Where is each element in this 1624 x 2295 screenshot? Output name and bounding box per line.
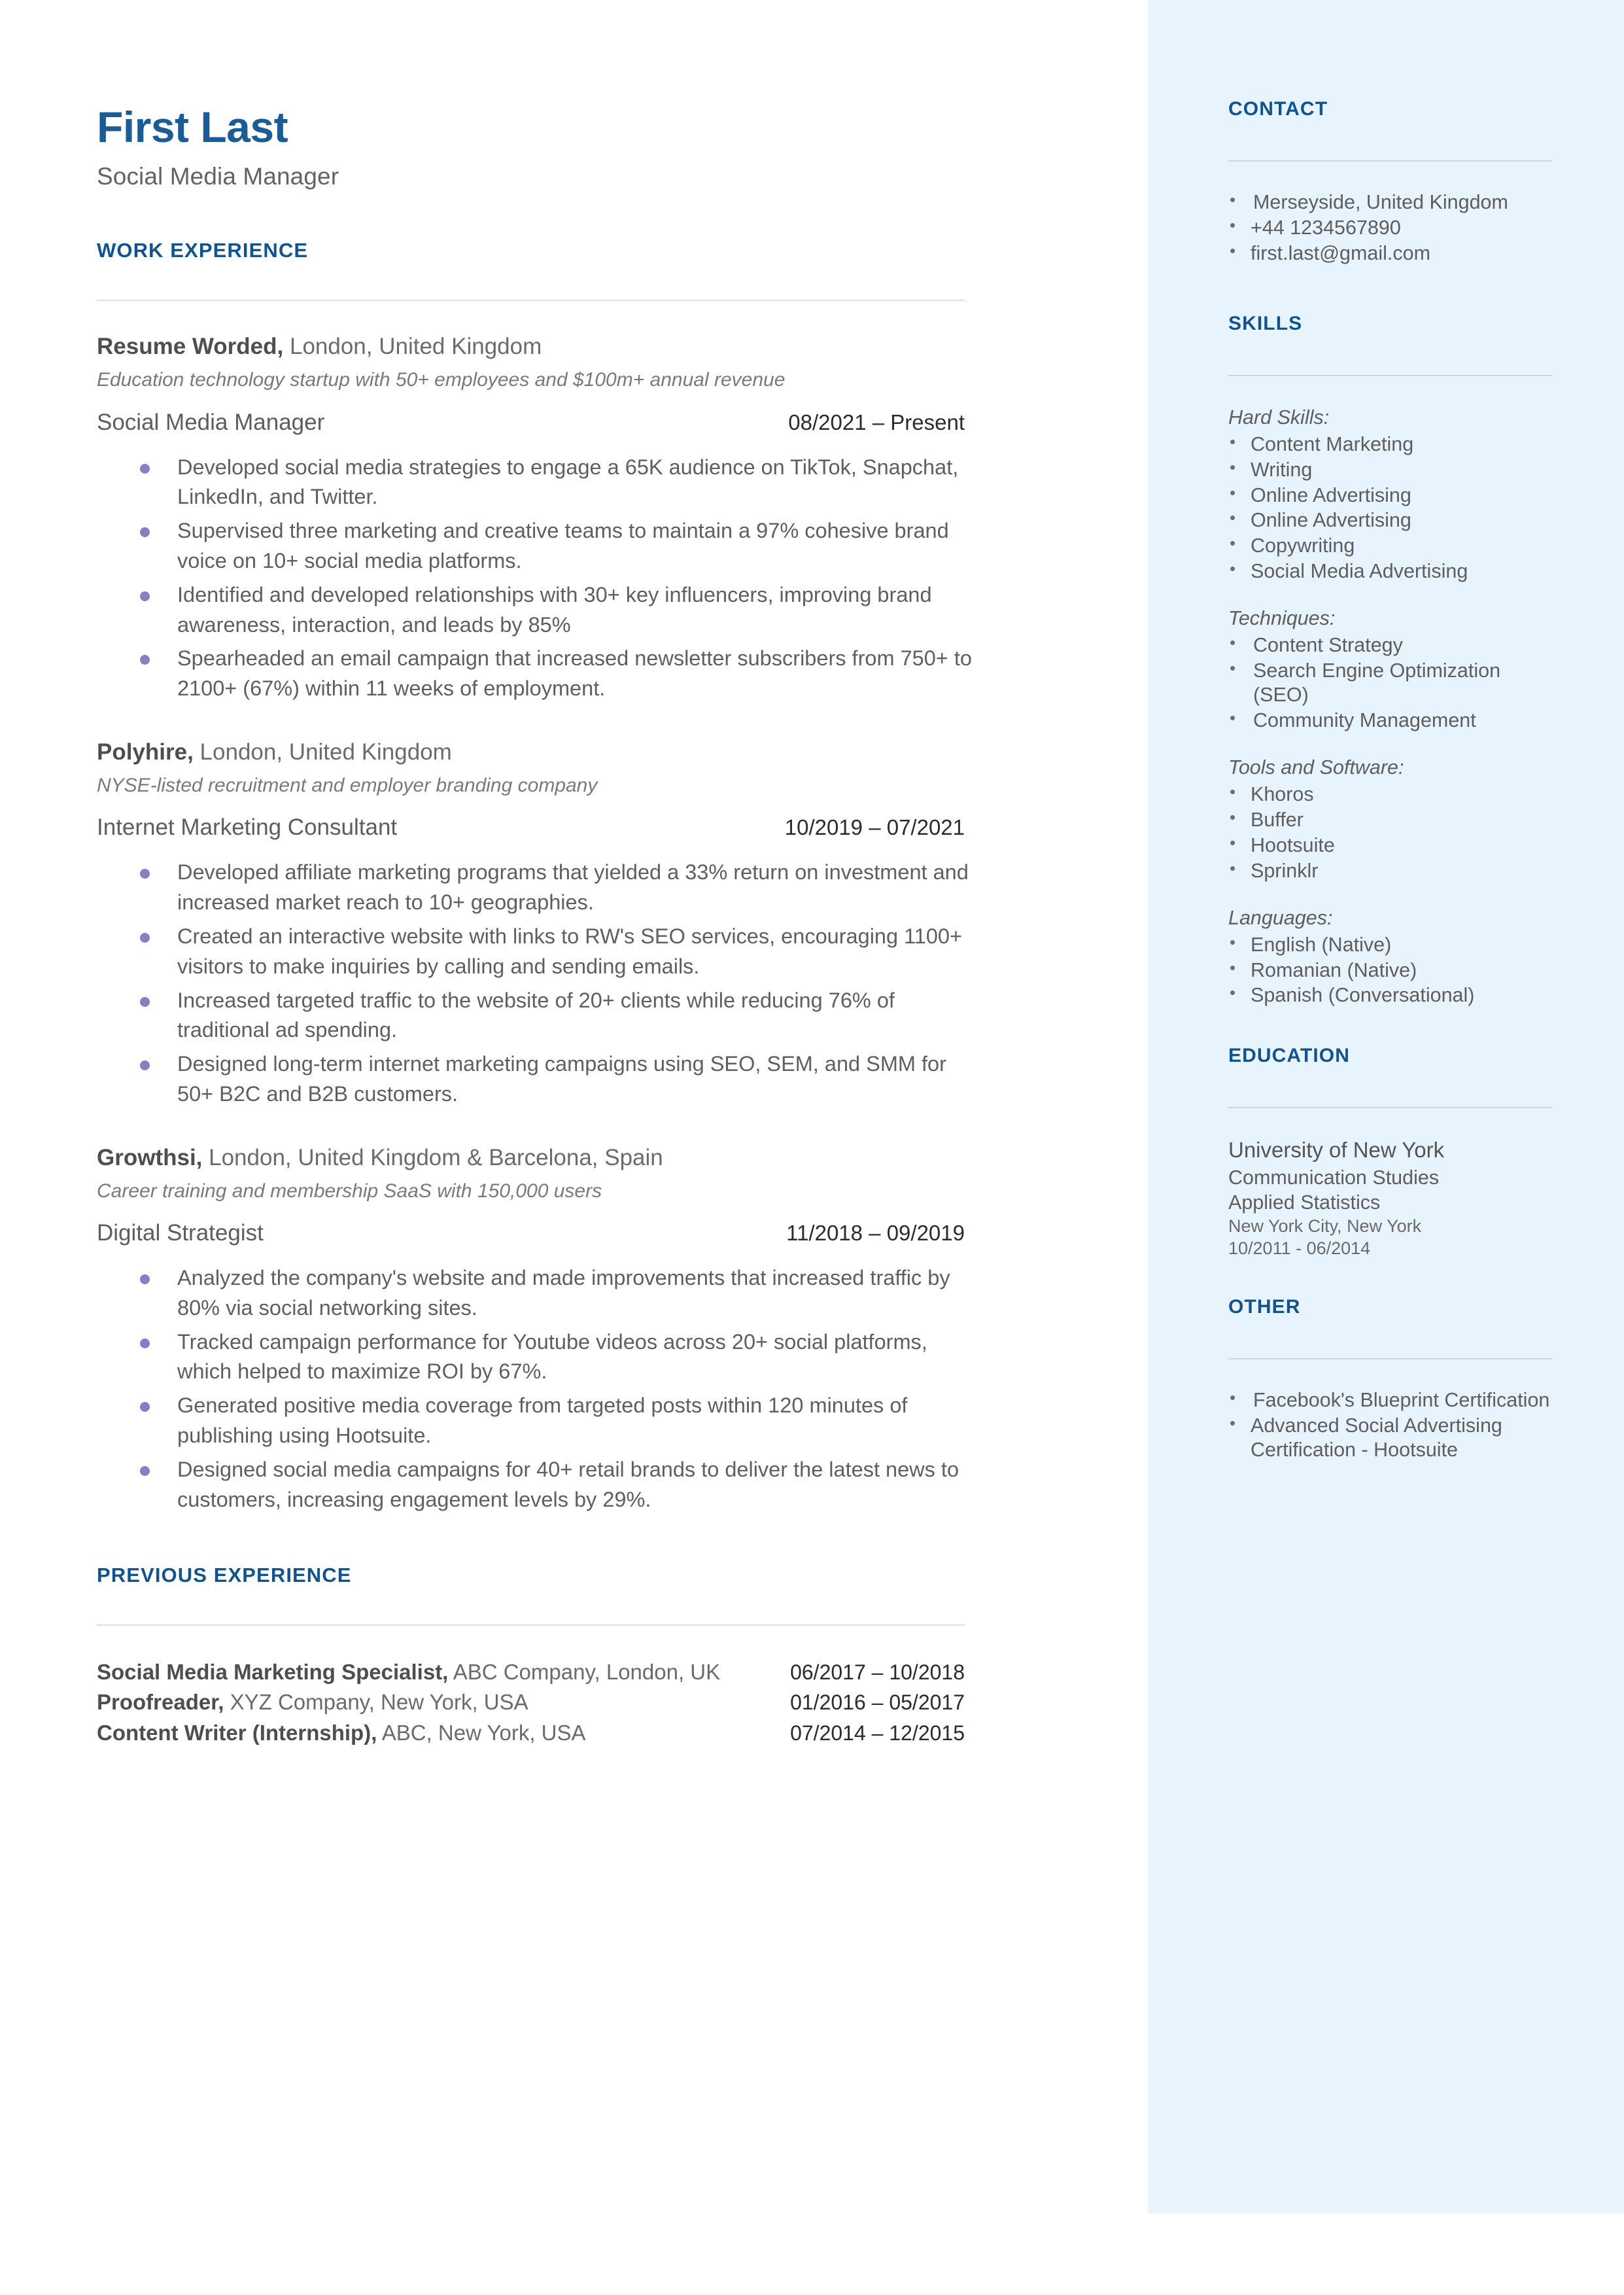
job-entry bbox=[97, 738, 1117, 1110]
job-bullet: Analyzed the company's website and made improvements that increased traffic by 80% via social networking sites. bbox=[136, 1263, 976, 1323]
skill-item: • Khoros bbox=[1228, 782, 1552, 807]
company-name: Polyhire, bbox=[97, 739, 194, 765]
skills-heading: SKILLS bbox=[1228, 312, 1303, 334]
certification-item: • Facebook's Blueprint Certification bbox=[1228, 1388, 1552, 1412]
skill-item: • Buffer bbox=[1228, 808, 1552, 832]
previous-job-label bbox=[97, 1687, 528, 1718]
previous-job-detail: ABC, New York, USA bbox=[377, 1721, 586, 1745]
previous-experience-table bbox=[97, 1657, 965, 1749]
company-location: London, United Kingdom bbox=[283, 334, 542, 360]
contact-section bbox=[1228, 98, 1552, 266]
job-title: Internet Marketing Consultant bbox=[97, 815, 398, 841]
education-degree: Communication Studies bbox=[1228, 1166, 1440, 1189]
job-bullet-list bbox=[97, 1263, 1117, 1515]
skill-item: • Community Management bbox=[1228, 709, 1552, 733]
job-title-row bbox=[97, 1220, 965, 1246]
company-line bbox=[97, 332, 1117, 361]
skills-group-list bbox=[1228, 933, 1552, 1008]
company-name: Resume Worded, bbox=[97, 334, 284, 360]
job-dates: 08/2021 – Present bbox=[788, 410, 965, 434]
sidebar-divider bbox=[1228, 1107, 1551, 1108]
job-bullet: Tracked campaign performance for Youtube videos across 20+ social platforms, which helped to maximize ROI by 67%. bbox=[136, 1327, 976, 1388]
job-title-row bbox=[97, 815, 965, 841]
spacer bbox=[97, 1113, 1117, 1144]
skills-group-label: Techniques: bbox=[1228, 607, 1336, 630]
contact-heading: CONTACT bbox=[1228, 98, 1328, 120]
previous-job-label bbox=[97, 1718, 586, 1749]
previous-job-detail: ABC Company, London, UK bbox=[448, 1659, 721, 1684]
skills-group-list bbox=[1228, 633, 1552, 733]
skill-item: • Copywriting bbox=[1228, 534, 1552, 558]
job-dates: 10/2019 – 07/2021 bbox=[784, 815, 965, 840]
education-section bbox=[1228, 1045, 1552, 1259]
sidebar-divider bbox=[1228, 375, 1551, 376]
job-bullet: Generated positive media coverage from targeted posts within 120 minutes of publishing using Hootsuite. bbox=[136, 1391, 976, 1451]
company-description: Education technology startup with 50+ employees and $100m+ annual revenue bbox=[97, 369, 786, 391]
company-line bbox=[97, 738, 1117, 767]
previous-job-dates: 07/2014 – 12/2015 bbox=[790, 1721, 965, 1745]
education-location: New York City, New York bbox=[1228, 1216, 1422, 1236]
skills-group-list bbox=[1228, 432, 1552, 584]
skills-group-label: Languages: bbox=[1228, 906, 1333, 929]
previous-experience-heading: PREVIOUS EXPERIENCE bbox=[97, 1563, 352, 1586]
previous-job-label bbox=[97, 1657, 720, 1688]
education-heading: EDUCATION bbox=[1228, 1045, 1351, 1067]
language-item: • Romanian (Native) bbox=[1228, 958, 1552, 983]
company-name: Growthsi, bbox=[97, 1144, 203, 1170]
sidebar-divider bbox=[1228, 160, 1551, 162]
job-bullet-list bbox=[97, 858, 1117, 1110]
skill-item: • Online Advertising bbox=[1228, 483, 1552, 508]
job-bullet: Designed social media campaigns for 40+ retail brands to deliver the latest news to customers, increasing engagement levels by 29%. bbox=[136, 1455, 976, 1515]
company-description: NYSE-listed recruitment and employer branding company bbox=[97, 774, 598, 796]
other-heading: OTHER bbox=[1228, 1295, 1301, 1318]
skills-group-label: Tools and Software: bbox=[1228, 756, 1404, 779]
resume-main-column bbox=[97, 0, 1117, 1749]
contact-phone: • +44 1234567890 bbox=[1228, 216, 1552, 240]
resume-sidebar bbox=[1149, 0, 1624, 2213]
company-description: Career training and membership SaaS with 150,000 users bbox=[97, 1180, 602, 1202]
contact-email: • first.last@gmail.com bbox=[1228, 241, 1552, 266]
job-entry bbox=[97, 1144, 1117, 1515]
job-bullet: Supervised three marketing and creative teams to maintain a 97% cohesive brand voice on 10+ social media platforms. bbox=[136, 516, 976, 576]
table-row bbox=[97, 1687, 965, 1718]
previous-job-title: Content Writer (Internship), bbox=[97, 1721, 377, 1745]
table-row bbox=[97, 1718, 965, 1749]
skill-item: • Online Advertising bbox=[1228, 508, 1552, 533]
work-experience-heading: WORK EXPERIENCE bbox=[97, 239, 309, 262]
skills-section bbox=[1228, 313, 1552, 1008]
job-title: Digital Strategist bbox=[97, 1220, 264, 1246]
contact-list bbox=[1228, 190, 1552, 266]
spacer bbox=[1228, 1009, 1552, 1045]
job-bullet: Identified and developed relationships with 30+ key influencers, improving brand awareness, interaction, and leads by 85% bbox=[136, 580, 976, 640]
job-bullet: Created an interactive website with links to RW's SEO services, encouraging 1100+ visitors to make inquiries by calling and sending emails. bbox=[136, 922, 976, 982]
company-line bbox=[97, 1144, 1117, 1172]
section-divider bbox=[97, 300, 965, 301]
language-item: • English (Native) bbox=[1228, 933, 1552, 957]
skill-item: • Hootsuite bbox=[1228, 833, 1552, 858]
other-section bbox=[1228, 1296, 1552, 1462]
skill-item: • Writing bbox=[1228, 458, 1552, 482]
table-row bbox=[97, 1657, 965, 1688]
skill-item: • Search Engine Optimization (SEO) bbox=[1228, 659, 1552, 707]
education-entry bbox=[1228, 1137, 1552, 1259]
previous-job-dates: 06/2017 – 10/2018 bbox=[790, 1660, 965, 1684]
job-bullet: Spearheaded an email campaign that increased newsletter subscribers from 750+ to 2100+ (67%) within 11 weeks of employment. bbox=[136, 644, 976, 704]
job-title: Social Media Manager bbox=[97, 409, 325, 435]
skill-item: • Content Strategy bbox=[1228, 633, 1552, 657]
education-school: University of New York bbox=[1228, 1138, 1445, 1163]
section-divider bbox=[97, 1624, 965, 1626]
language-item: • Spanish (Conversational) bbox=[1228, 983, 1552, 1007]
skills-group-list bbox=[1228, 782, 1552, 883]
previous-job-title: Proofreader, bbox=[97, 1690, 224, 1715]
candidate-name: First Last bbox=[97, 103, 288, 151]
job-bullet-list bbox=[97, 453, 1117, 705]
job-bullet: Increased targeted traffic to the website of 20+ clients while reducing 76% of traditional ad spending. bbox=[136, 986, 976, 1046]
sidebar-divider bbox=[1228, 1358, 1551, 1359]
job-bullet: Developed affiliate marketing programs that yielded a 33% return on investment and increased market reach to 10+ geographies. bbox=[136, 858, 976, 918]
contact-location: • Merseyside, United Kingdom bbox=[1228, 190, 1552, 215]
certification-item: • Advanced Social Advertising Certification - Hootsuite bbox=[1228, 1414, 1552, 1462]
skills-group-label: Hard Skills: bbox=[1228, 406, 1330, 429]
previous-job-detail: XYZ Company, New York, USA bbox=[224, 1690, 528, 1715]
job-bullet: Developed social media strategies to engage a 65K audience on TikTok, Snapchat, LinkedIn, and Twitter. bbox=[136, 453, 976, 513]
spacer bbox=[97, 708, 1117, 738]
job-dates: 11/2018 – 09/2019 bbox=[786, 1221, 965, 1246]
job-entry bbox=[97, 332, 1117, 704]
job-bullet: Designed long-term internet marketing campaigns using SEO, SEM, and SMM for 50+ B2C and B2B customers. bbox=[136, 1049, 976, 1110]
job-title-row bbox=[97, 410, 965, 436]
education-field: Applied Statistics bbox=[1228, 1191, 1381, 1214]
company-location: London, United Kingdom bbox=[193, 739, 452, 765]
education-dates: 10/2011 - 06/2014 bbox=[1228, 1238, 1371, 1258]
spacer bbox=[1228, 1260, 1552, 1296]
spacer bbox=[1228, 267, 1552, 313]
previous-job-dates: 01/2016 – 05/2017 bbox=[790, 1691, 965, 1715]
skill-item: • Social Media Advertising bbox=[1228, 559, 1552, 584]
previous-job-title: Social Media Marketing Specialist, bbox=[97, 1659, 449, 1684]
skill-item: • Sprinklr bbox=[1228, 859, 1552, 883]
candidate-role: Social Media Manager bbox=[97, 163, 339, 190]
company-location: London, United Kingdom & Barcelona, Spain bbox=[202, 1144, 663, 1170]
skill-item: • Content Marketing bbox=[1228, 432, 1552, 457]
other-list bbox=[1228, 1388, 1552, 1462]
